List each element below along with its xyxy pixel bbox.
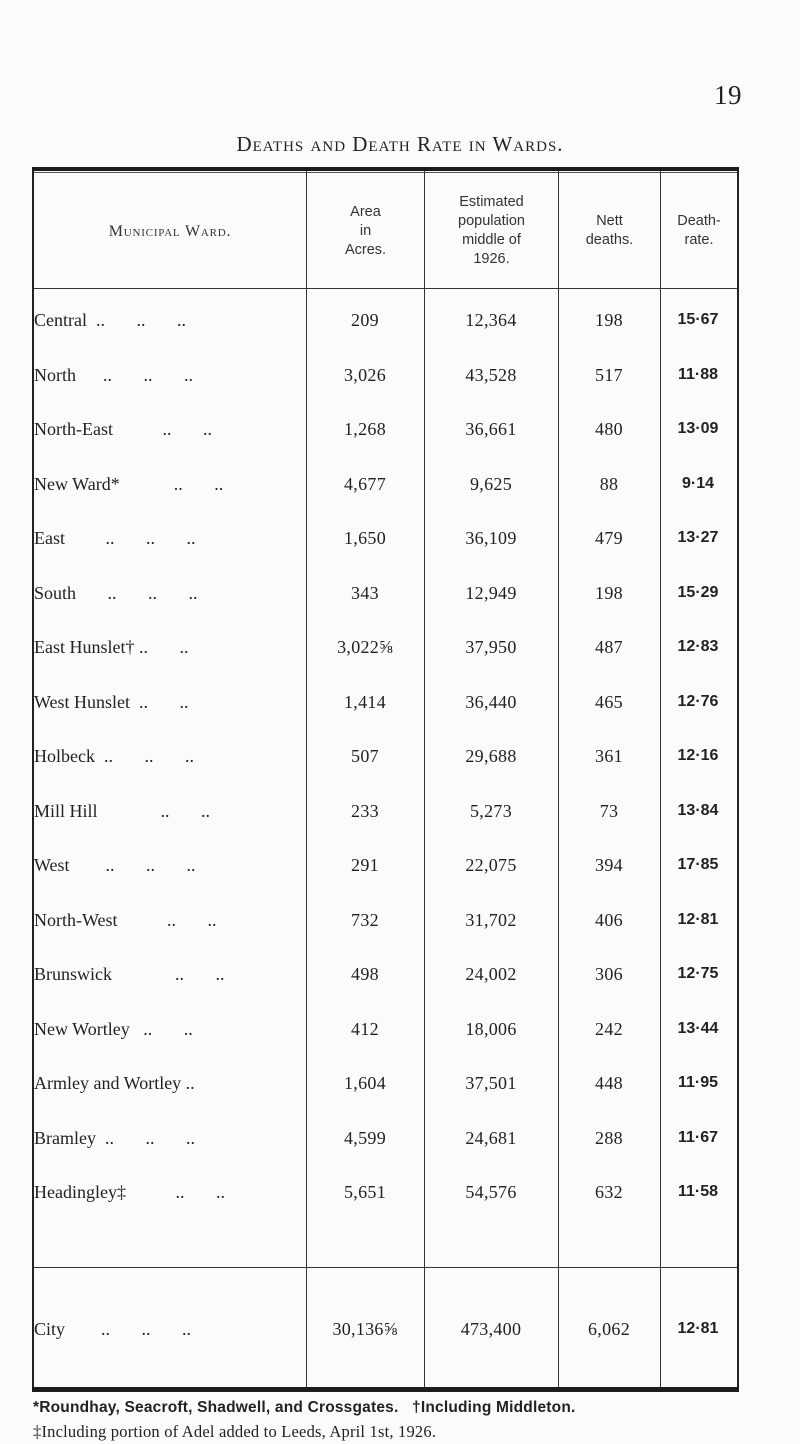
nett-deaths: 198 [595,582,623,603]
area-acres: 233 [351,800,379,821]
estimated-population: 37,501 [465,1073,517,1093]
page-number: 19 [714,80,742,110]
nett-deaths: 242 [595,1018,623,1039]
ward-name: West Hunslet .. .. [34,691,189,712]
table-row [32,571,739,615]
table-row [32,1007,739,1051]
estimated-population: 24,002 [465,964,517,984]
estimated-population: 31,702 [465,909,517,930]
table-row [32,734,739,778]
ward-name: East Hunslet† .. .. [34,637,189,657]
nett-deaths: 198 [595,310,623,330]
area-acres: 343 [351,582,379,603]
area-acres: 4,677 [344,473,386,494]
table-row [32,1170,739,1214]
ward-name: Mill Hill .. .. [34,800,211,821]
footnotes [33,1396,753,1444]
death-rate: 11·88 [677,365,719,383]
total-rule [32,1267,739,1268]
area-acres: 412 [351,1018,379,1039]
area-acres: 1,414 [344,691,386,712]
death-rate: 15·67 [677,311,719,328]
estimated-population: 29,688 [465,746,517,766]
nett-deaths: 480 [595,419,623,439]
table-row [32,898,739,942]
estimated-population: 5,273 [470,800,512,821]
header-ward: Municipal Ward. [108,222,232,240]
area-acres: 732 [351,909,379,930]
area-acres: 1,604 [344,1073,386,1093]
table-row [32,1116,739,1160]
estimated-population: 43,528 [465,364,517,385]
header-deaths: Nett deaths. [585,213,634,248]
total-death-rate: 12·81 [677,1320,719,1337]
death-rate: 15·29 [677,583,719,601]
area-acres: 209 [351,310,379,330]
footnote-line-2: ‡Including portion of Adel added to Leeds, April 1st, 1926. [33,1422,437,1441]
total-deaths: 6,062 [588,1319,630,1339]
ward-name: Brunswick .. .. [34,964,225,984]
table-total-row [32,1307,739,1351]
nett-deaths: 448 [595,1073,623,1093]
nett-deaths: 288 [595,1127,623,1148]
table-top-rule [32,167,739,171]
death-rate: 12·83 [677,638,719,655]
death-rate: 11·58 [677,1183,719,1200]
estimated-population: 36,661 [465,419,517,439]
nett-deaths: 632 [595,1182,623,1202]
estimated-population: 22,075 [465,855,517,875]
table-row [32,462,739,506]
table-row [32,843,739,887]
table-row [32,1061,739,1105]
area-acres: 5,651 [344,1182,386,1202]
footnote-line-1: *Roundhay, Seacroft, Shadwell, and Crossgates. †Including Middleton. [33,1399,576,1416]
area-acres: 1,650 [344,528,386,548]
ward-name: West .. .. .. [34,855,196,875]
table-row [32,789,739,833]
estimated-population: 12,364 [465,310,517,330]
death-rate: 11·67 [677,1128,719,1146]
nett-deaths: 88 [599,473,619,494]
estimated-population: 12,949 [465,582,517,603]
estimated-population: 36,440 [465,691,517,712]
ward-name: New Ward* .. .. [34,473,224,494]
death-rate: 13·44 [677,1019,719,1037]
death-rate: 12·76 [677,692,719,710]
table-row [32,516,739,560]
nett-deaths: 479 [595,528,623,548]
area-acres: 291 [351,855,379,875]
ward-name: North-East .. .. [34,419,212,439]
nett-deaths: 73 [599,800,619,821]
header-death-rate: Death- rate. [677,213,721,248]
death-rate: 17·85 [677,856,719,873]
ward-name: North-West .. .. [34,909,217,930]
table-top-rule-thin [32,172,739,173]
death-rate: 9·14 [681,474,715,492]
ward-name: North .. .. .. [34,364,193,385]
death-rate: 13·09 [677,420,719,437]
estimated-population: 54,576 [465,1182,517,1202]
death-rate: 11·95 [677,1074,719,1091]
page-title: Deaths and Death Rate in Wards. [236,132,564,156]
total-ward: City .. .. .. [34,1319,192,1339]
ward-name: Central .. .. .. [34,310,186,330]
death-rate: 13·84 [677,801,719,819]
estimated-population: 36,109 [465,528,517,548]
table-row [32,625,739,669]
nett-deaths: 517 [595,364,623,385]
area-acres: 3,026 [344,364,386,385]
death-rate: 12·75 [677,965,719,982]
estimated-population: 37,950 [465,637,517,657]
ward-name: Armley and Wortley .. [34,1073,195,1093]
ward-name: South .. .. .. [34,582,198,603]
area-acres: 3,022⅝ [337,637,393,657]
nett-deaths: 465 [595,691,623,712]
total-population: 473,400 [460,1319,522,1339]
nett-deaths: 394 [595,855,623,875]
table-row [32,680,739,724]
total-area: 30,136⅝ [332,1319,398,1339]
death-rate: 12·81 [677,910,719,928]
nett-deaths: 306 [595,964,623,984]
header-area: Area in Acres. [344,203,387,258]
death-rate-table [32,167,739,1393]
area-acres: 1,268 [344,419,386,439]
death-rate: 13·27 [677,529,719,546]
table-bottom-rule [32,1387,739,1392]
estimated-population: 18,006 [465,1018,517,1039]
header-population: Estimated population middle of 1926. [458,194,525,267]
area-acres: 507 [351,746,379,766]
header-rule [32,288,739,289]
ward-name: East .. .. .. [34,528,196,548]
area-acres: 498 [351,964,379,984]
nett-deaths: 487 [595,637,623,657]
ward-name: Headingley‡ .. .. [34,1182,225,1202]
area-acres: 4,599 [344,1127,386,1148]
table-row [32,298,739,342]
table-row [32,952,739,996]
table-row [32,353,739,397]
ward-name: New Wortley .. .. [34,1018,193,1039]
ward-name: Holbeck .. .. .. [34,746,194,766]
ward-name: Bramley .. .. .. [34,1127,195,1148]
estimated-population: 9,625 [470,473,512,494]
estimated-population: 24,681 [465,1127,517,1148]
nett-deaths: 406 [595,909,623,930]
nett-deaths: 361 [595,746,623,766]
death-rate: 12·16 [677,747,719,764]
table-row [32,407,739,451]
